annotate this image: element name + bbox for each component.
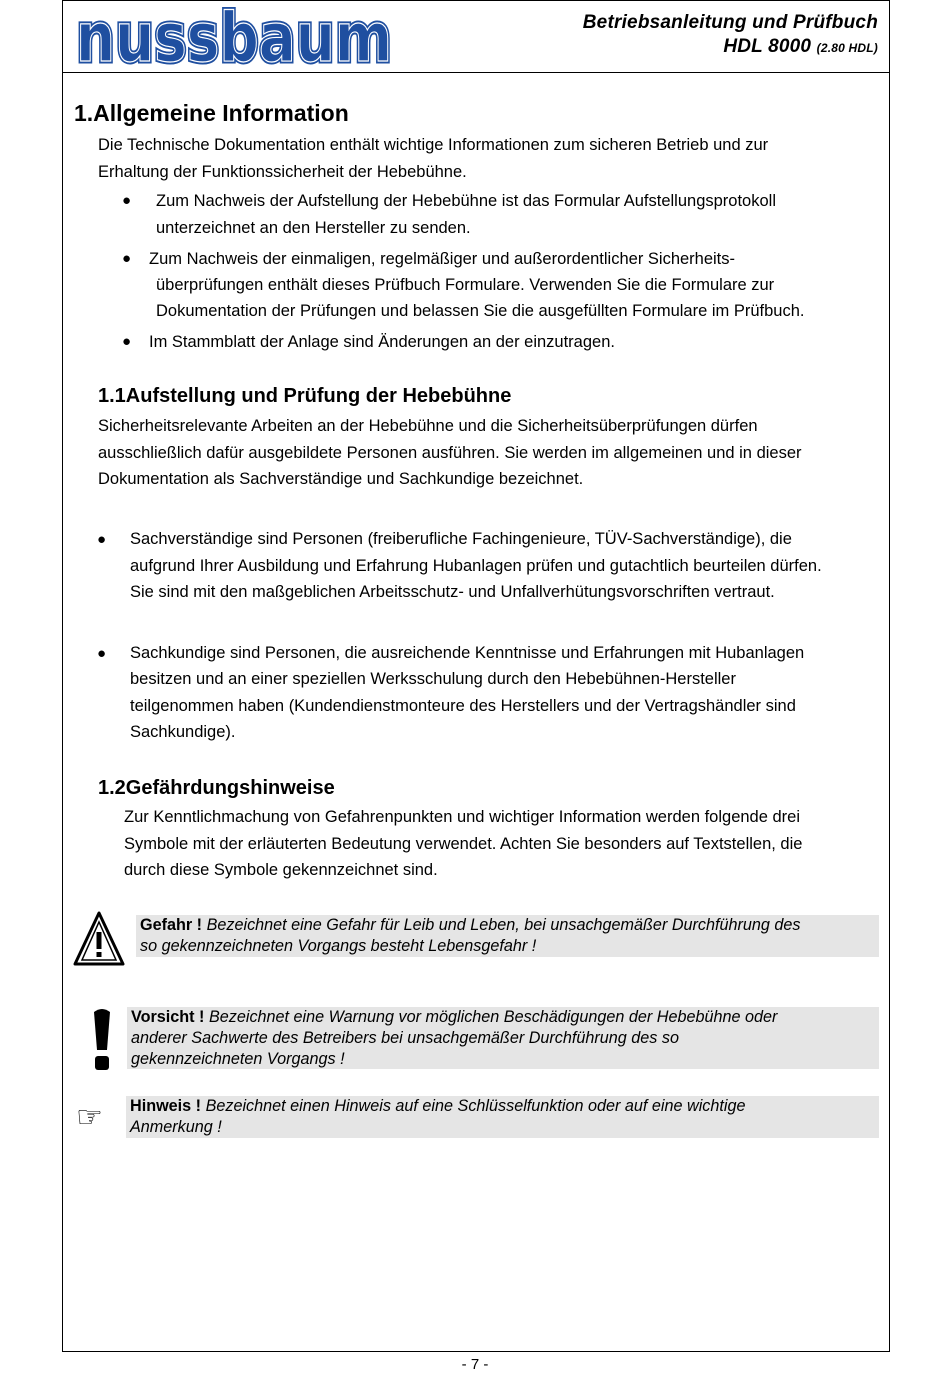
section-1-bullet-2-line-2: überprüfungen enthält dieses Prüfbuch Formulare. Verwenden Sie die Formulare zur bbox=[156, 276, 775, 294]
section-1-2-line-2: Symbole mit der erläuterten Bedeutung verwendet. Achten Sie besonders auf Textstellen, die bbox=[124, 835, 803, 853]
danger-text-line-2: so gekennzeichneten Vorgangs besteht Lebensgefahr ! bbox=[140, 937, 537, 955]
document-title-line1: Betriebsanleitung und Prüfbuch bbox=[582, 12, 878, 33]
bullet-dot-icon: ● bbox=[122, 192, 132, 209]
page-number: - 7 - bbox=[461, 1356, 489, 1373]
bullet-dot-icon: ● bbox=[97, 645, 107, 662]
section-1-1-bullet-1-line-3: Sie sind mit den maßgeblichen Arbeitsschutz- und Unfallverhütungsvorschriften vertraut. bbox=[130, 583, 775, 601]
section-1-intro-line-2: Erhaltung der Funktionssicherheit der Hebebühne. bbox=[98, 163, 467, 181]
note-text-line-1: Bezeichnet einen Hinweis auf eine Schlüsselfunktion oder auf eine wichtige bbox=[205, 1097, 746, 1115]
model-version: (2.80 HDL) bbox=[816, 41, 878, 55]
section-1-2-heading: 1.2Gefährdungshinweise bbox=[98, 777, 335, 799]
note-label: Hinweis ! bbox=[130, 1097, 202, 1115]
section-1-1-bullet-1-line-2: aufgrund Ihrer Ausbildung und Erfahrung Hubanlagen prüfen und gutachtlich beurteilen dürfen. bbox=[130, 557, 822, 575]
bullet-dot-icon: ● bbox=[122, 333, 132, 350]
caution-text-line-2: anderer Sachwerte des Betreibers bei unsachgemäßer Durchführung des so bbox=[131, 1029, 679, 1047]
note-notice bbox=[126, 1096, 879, 1138]
caution-text-line-1: Bezeichnet eine Warnung vor möglichen Beschädigungen der Hebebühne oder bbox=[208, 1008, 778, 1026]
section-1-bullet-3-line-1: Im Stammblatt der Anlage sind Änderungen an der einzutragen. bbox=[149, 333, 615, 351]
note-text-line-2: Anmerkung ! bbox=[130, 1118, 222, 1136]
section-1-heading: 1.Allgemeine Information bbox=[74, 100, 349, 126]
section-1-2-line-1: Zur Kenntlichmachung von Gefahrenpunkten und wichtiger Information werden folgende drei bbox=[124, 808, 800, 826]
document-title bbox=[583, 11, 878, 60]
model-name: HDL 8000 bbox=[723, 36, 812, 57]
pointing-hand-icon: ☞ bbox=[76, 1100, 103, 1135]
section-1-bullet-2-line-1: Zum Nachweis der einmaligen, regelmäßiger und außerordentlicher Sicherheits- bbox=[149, 250, 736, 268]
section-1-2-line-3: durch diese Symbole gekennzeichnet sind. bbox=[124, 861, 438, 879]
section-1-bullet-1-line-2: unterzeichnet an den Hersteller zu senden. bbox=[156, 219, 471, 237]
svg-text:nussbaum: nussbaum bbox=[76, 5, 392, 67]
svg-text:nussbaum: nussbaum bbox=[76, 5, 392, 67]
section-1-1-bullet-1-line-1: Sachverständige sind Personen (freiberufliche Fachingenieure, TÜV-Sachverständige), die bbox=[130, 530, 792, 548]
bullet-dot-icon: ● bbox=[122, 250, 132, 267]
danger-text-line-1: Bezeichnet eine Gefahr für Leib und Leben, bei unsachgemäßer Durchführung des bbox=[206, 916, 801, 934]
section-1-1-bullet-2-line-4: Sachkundige). bbox=[130, 723, 236, 741]
danger-label: Gefahr ! bbox=[140, 916, 203, 934]
section-1-1-line-1: Sicherheitsrelevante Arbeiten an der Hebebühne und die Sicherheitsüberprüfungen dürfen bbox=[98, 417, 758, 435]
section-1-bullet-1-line-1: Zum Nachweis der Aufstellung der Hebebühne ist das Formular Aufstellungsprotokoll bbox=[156, 192, 776, 210]
section-1-1-line-2: ausschließlich dafür ausgebildete Personen ausführen. Sie werden im allgemeinen und in dieser bbox=[98, 444, 802, 462]
section-1-1-heading: 1.1Aufstellung und Prüfung der Hebebühne bbox=[98, 385, 512, 407]
section-1-bullet-2-line-3: Dokumentation der Prüfungen und belassen Sie die ausgefüllten Formulare im Prüfbuch. bbox=[156, 302, 805, 320]
section-1-1-bullet-2-line-3: teilgenommen haben (Kundendienstmonteure des Herstellers und der Vertragshändler sind bbox=[130, 697, 796, 715]
section-1-1-bullet-2-line-2: besitzen und an einer speziellen Werksschulung durch den Hebebühnen-Hersteller bbox=[130, 670, 736, 688]
warning-triangle-icon bbox=[72, 910, 126, 968]
section-1-1-line-3: Dokumentation als Sachverständige und Sachkundige bezeichnet. bbox=[98, 470, 584, 488]
danger-notice bbox=[136, 915, 879, 957]
document-title-line2 bbox=[583, 35, 878, 60]
caution-text-line-3: gekennzeichneten Vorgangs ! bbox=[131, 1050, 345, 1068]
nussbaum-logo bbox=[74, 5, 396, 67]
exclamation-icon bbox=[87, 1006, 117, 1078]
caution-label: Vorsicht ! bbox=[131, 1008, 205, 1026]
caution-notice bbox=[127, 1007, 879, 1069]
section-1-1-bullet-2-line-1: Sachkundige sind Personen, die ausreichende Kenntnisse und Erfahrungen mit Hubanlagen bbox=[130, 644, 805, 662]
section-1-intro-line-1: Die Technische Dokumentation enthält wichtige Informationen zum sicheren Betrieb und zur bbox=[98, 136, 769, 154]
header-divider bbox=[62, 72, 890, 73]
bullet-dot-icon: ● bbox=[97, 531, 107, 548]
